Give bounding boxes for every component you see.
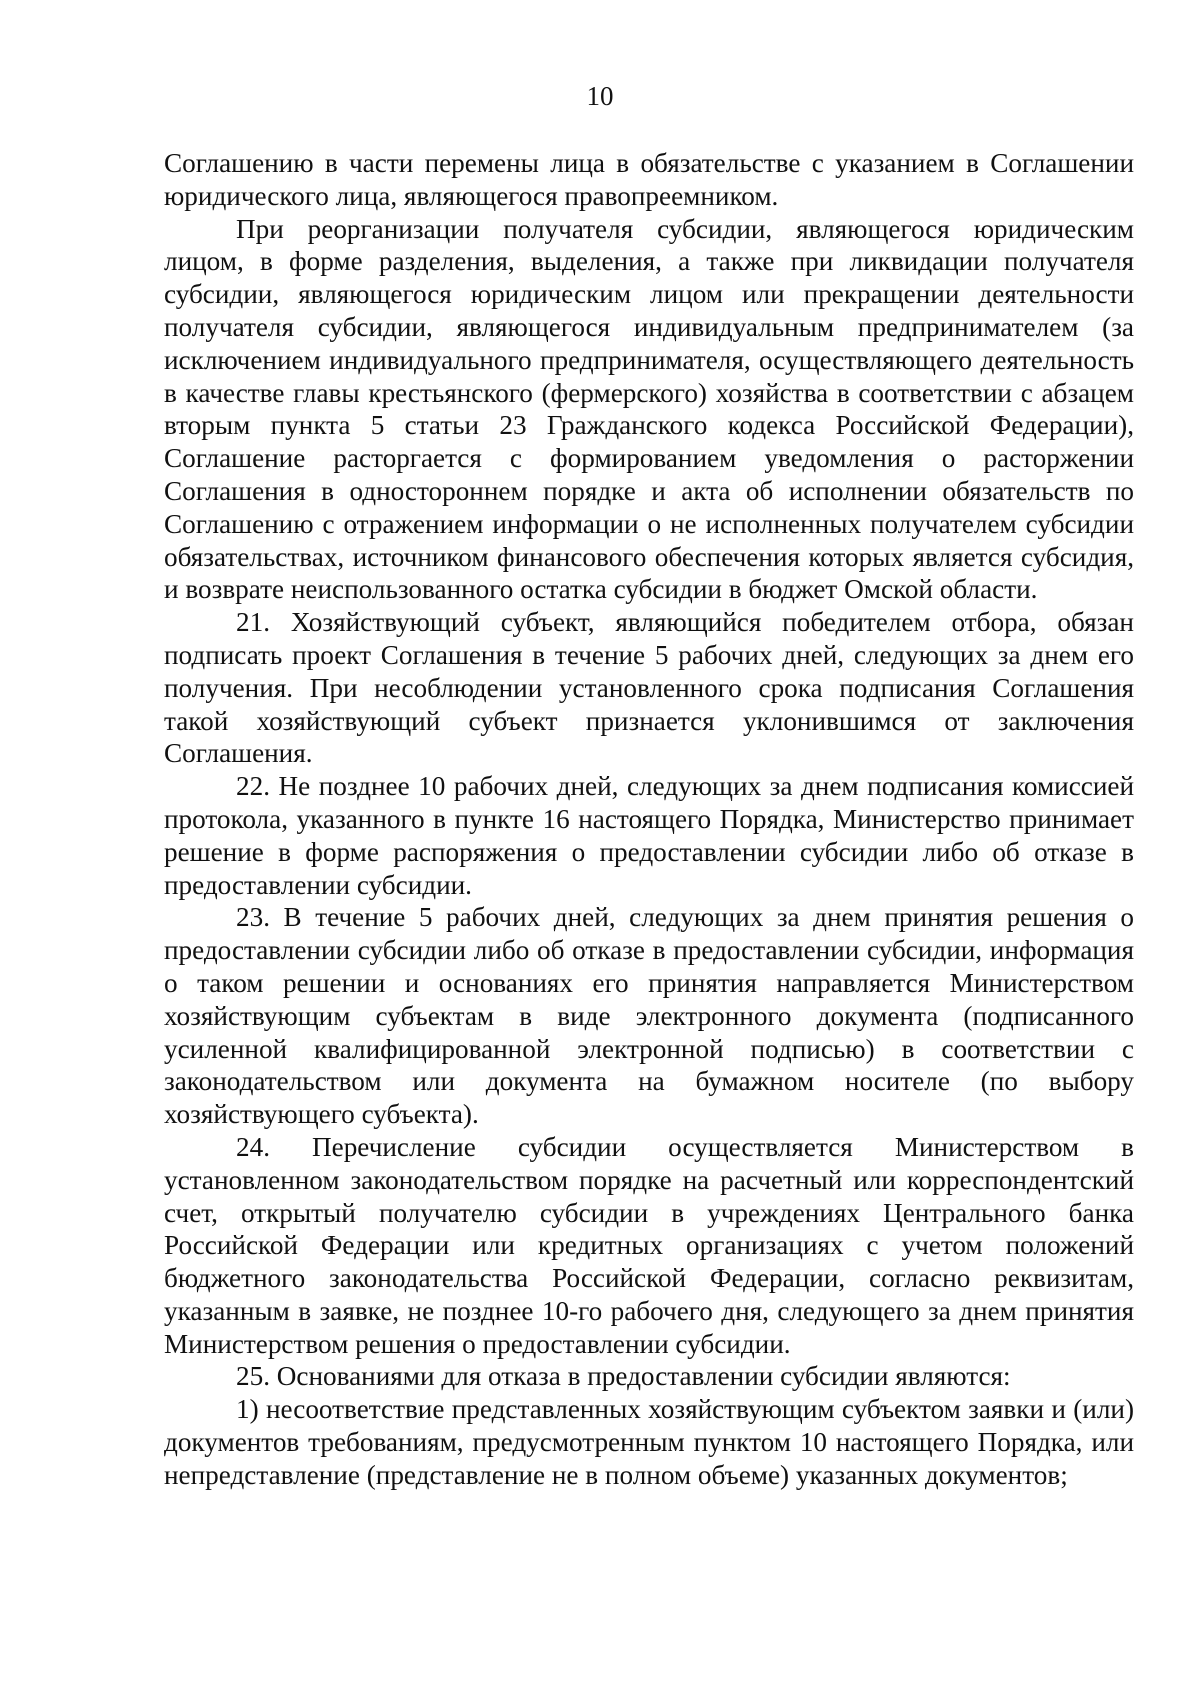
page-number: 10 — [586, 81, 614, 111]
paragraph-reorganization: При реорганизации получателя субсидии, являющегося юридическим лицом, в форме разделения, выделения, а также при ликвидации получателя субсидии, являющегося юридическим лицом или прекращении деятельности получателя субсидии, являющегося индивидуальным предпринимателем (за исключением индивидуального предпринимателя, осуществляющего деятельность в качестве главы крестьянского (фермерского) хозяйства в соответствии с абзацем вторым пункта 5 статьи 23 Гражданского кодекса Российской Федерации), Соглашение расторгается с формированием уведомления о расторжении Соглашения в одностороннем порядке и акта об исполнении обязательств по Соглашению с отражением информации о не исполненных получателем субсидии обязательствах, источником финансового обеспечения которых является субсидия, и возврате неиспользованного остатка субсидии в бюджет Омской области. — [164, 213, 1134, 605]
paragraph-25: 25. Основаниями для отказа в предоставлении субсидии являются: — [236, 1361, 1011, 1392]
paragraph-24: 24. Перечисление субсидии осуществляется Министерством в установленном законодательством порядке на расчетный или корреспондентский счет, открытый получателю субсидии в учреждениях Центрального банка Российской Федерации или кредитных организациях с учетом положений бюджетного законодательства Российской Федерации, согласно реквизитам, указанным в заявке, не позднее 10-го рабочего дня, следующего за днем принятия Министерством решения о предоставлении субсидии. — [164, 1131, 1134, 1359]
document-body — [164, 147, 1134, 1492]
paragraph-22: 22. Не позднее 10 рабочих дней, следующих за днем подписания комиссией протокола, указанного в пункте 16 настоящего Порядка, Министерство принимает решение в форме распоряжения о предоставлении субсидии либо об отказе в предоставлении субсидии. — [164, 771, 1134, 900]
paragraph-25-item-1: 1) несоответствие представленных хозяйствующим субъектом заявки и (или) документов требованиям, предусмотренным пунктом 10 настоящего Порядка, или непредставление (представление не в полном объеме) указанных документов; — [164, 1394, 1134, 1490]
paragraph-23: 23. В течение 5 рабочих дней, следующих за днем принятия решения о предоставлении субсидии либо об отказе в предоставлении субсидии, информация о таком решении и основаниях его принятия направляется Министерством хозяйствующим субъектам в виде электронного документа (подписанного усиленной квалифицированной электронной подписью) в соответствии с законодательством или документа на бумажном носителе (по выбору хозяйствующего субъекта). — [164, 902, 1134, 1130]
paragraph-21: 21. Хозяйствующий субъект, являющийся победителем отбора, обязан подписать проект Соглашения в течение 5 рабочих дней, следующих за днем его получения. При несоблюдении установленного срока подписания Соглашения такой хозяйствующий субъект признается уклонившимся от заключения Соглашения. — [164, 607, 1134, 769]
paragraph-continuation: Соглашению в части перемены лица в обязательстве с указанием в Соглашении юридического лица, являющегося правопреемником. — [164, 148, 1134, 211]
